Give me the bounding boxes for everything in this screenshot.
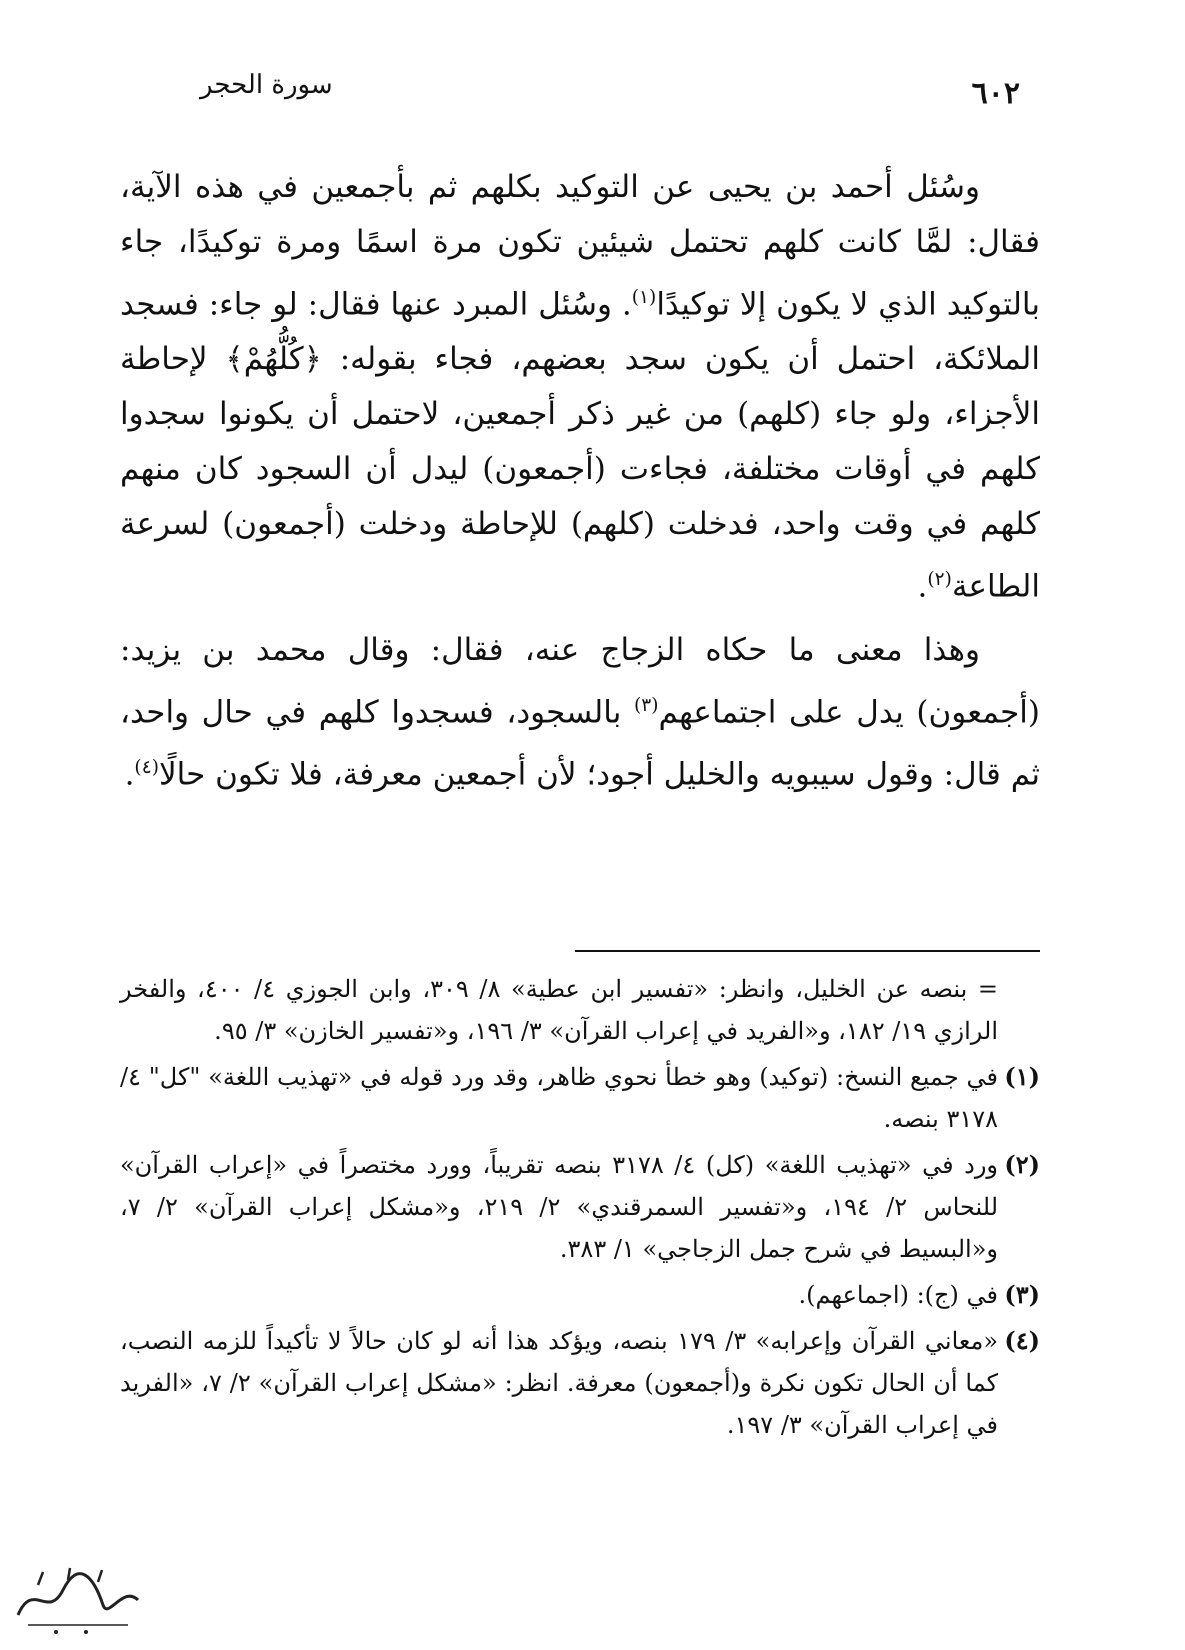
footnotes (120, 968, 1040, 1450)
footnote-continuation: = بنصه عن الخليل، وانظر: «تفسير ابن عطية» ٨/ ٣٠٩، وابن الجوزي ٤/ ٤٠٠، والفخر الرازي ١٩/ ١٨٢، و«الفريد في إعراب القرآن» ٣/ ١٩٦، و«تفسير الخازن» ٣/ ٩٥. (120, 975, 998, 1045)
footnote-4-text: «معاني القرآن وإعرابه» ٣/ ١٧٩ بنصه، ويؤكد هذا أنه لو كان حالاً لا تأكيداً للزمه النصب، كما أن الحال تكون نكرة و(أجمعون) معرفة. انظر: «مشكل إعراب القرآن» ٢/ ٧، «الفريد في إعراب القرآن» ٣/ ١٩٧. (120, 1327, 999, 1439)
paragraph-2-text-b: بالسجود، فسجدوا كلهم في حال واحد، ثم قال: وقول سيبويه والخليل أجود؛ لأن أجمعين معرفة، فلا تكون حالًا (120, 693, 1040, 793)
footnote-3 (120, 1274, 1040, 1316)
footnote-ref-1: (١) (631, 287, 657, 308)
footnote-ref-3: (٣) (633, 694, 659, 716)
page-header (180, 66, 1020, 116)
library-seal-icon (8, 1560, 148, 1640)
paragraph-2 (120, 623, 1040, 803)
page-number: ٦٠٢ (971, 76, 1020, 111)
paragraph-2-text-a: وهذا معنى ما حكاه الزجاج عنه، فقال: وقال محمد بن يزيد: (أجمعون) يدل على اجتماعهم (120, 631, 1040, 730)
main-text (120, 160, 1040, 810)
footnote-4 (120, 1320, 1040, 1446)
footnote-divider (575, 950, 1040, 952)
footnote-1 (120, 1056, 1040, 1140)
paragraph-1-text-a: وسُئل أحمد بن يحيى عن التوكيد بكلهم ثم بأجمعين في هذه الآية، فقال: لمَّا كانت كلهم تحتمل شيئين تكون مرة اسمًا ومرة توكيدًا، جاء بالتوكيد الذي لا يكون إلا توكيدًا (120, 169, 1040, 323)
footnote-2 (120, 1144, 1040, 1270)
footnote-ref-4: (٤) (134, 756, 159, 778)
paragraph-1-text-b: . وسُئل المبرد عنها فقال: لو جاء: فسجد الملائكة، احتمل أن يكون سجد بعضهم، فجاء بقوله: ﴿كُلُّهُمْ﴾ لإحاطة الأجزاء، ولو جاء (كلهم) من غير ذكر أجمعين، لاحتمل أن يكونوا سجدوا كلهم في أوقات مختلفة، فجاءت (أجمعون) ليدل أن السجود كان منهم كلهم في وقت واحد، فدخلت (كلهم) للإحاطة ودخلت (أجمعون) لسرعة الطاعة (120, 286, 1040, 605)
paragraph-1-end: . (917, 568, 928, 605)
footnote-1-number: (١) (1004, 1062, 1040, 1091)
footnote-1-text: في جميع النسخ: (توكيد) وهو خطأ نحوي ظاهر، وقد ورد قوله في «تهذيب اللغة» "كل" ٤/ ٣١٧٨ بنصه. (120, 1063, 998, 1133)
footnote-4-number: (٤) (1004, 1326, 1040, 1355)
footnote-ref-2: (٢) (927, 569, 952, 591)
footnote-3-number: (٣) (1004, 1280, 1040, 1309)
paragraph-1 (120, 160, 1040, 615)
surah-title: سورة الحجر (200, 70, 333, 100)
paragraph-2-end: . (124, 756, 135, 793)
footnote-2-text: ورد في «تهذيب اللغة» (كل) ٤/ ٣١٧٨ بنصه تقريباً، وورد مختصراً في «إعراب القرآن» للنحاس ٢/ ١٩٤، و«تفسير السمرقندي» ٢/ ٢١٩، و«مشكل إعراب القرآن» ٢/ ٧، و«البسيط في شرح جمل الزجاجي» ١/ ٣٨٣. (120, 1151, 999, 1263)
footnote-3-text: في (ج): (اجماعهم). (798, 1281, 998, 1309)
footnote-2-number: (٢) (1004, 1150, 1040, 1179)
